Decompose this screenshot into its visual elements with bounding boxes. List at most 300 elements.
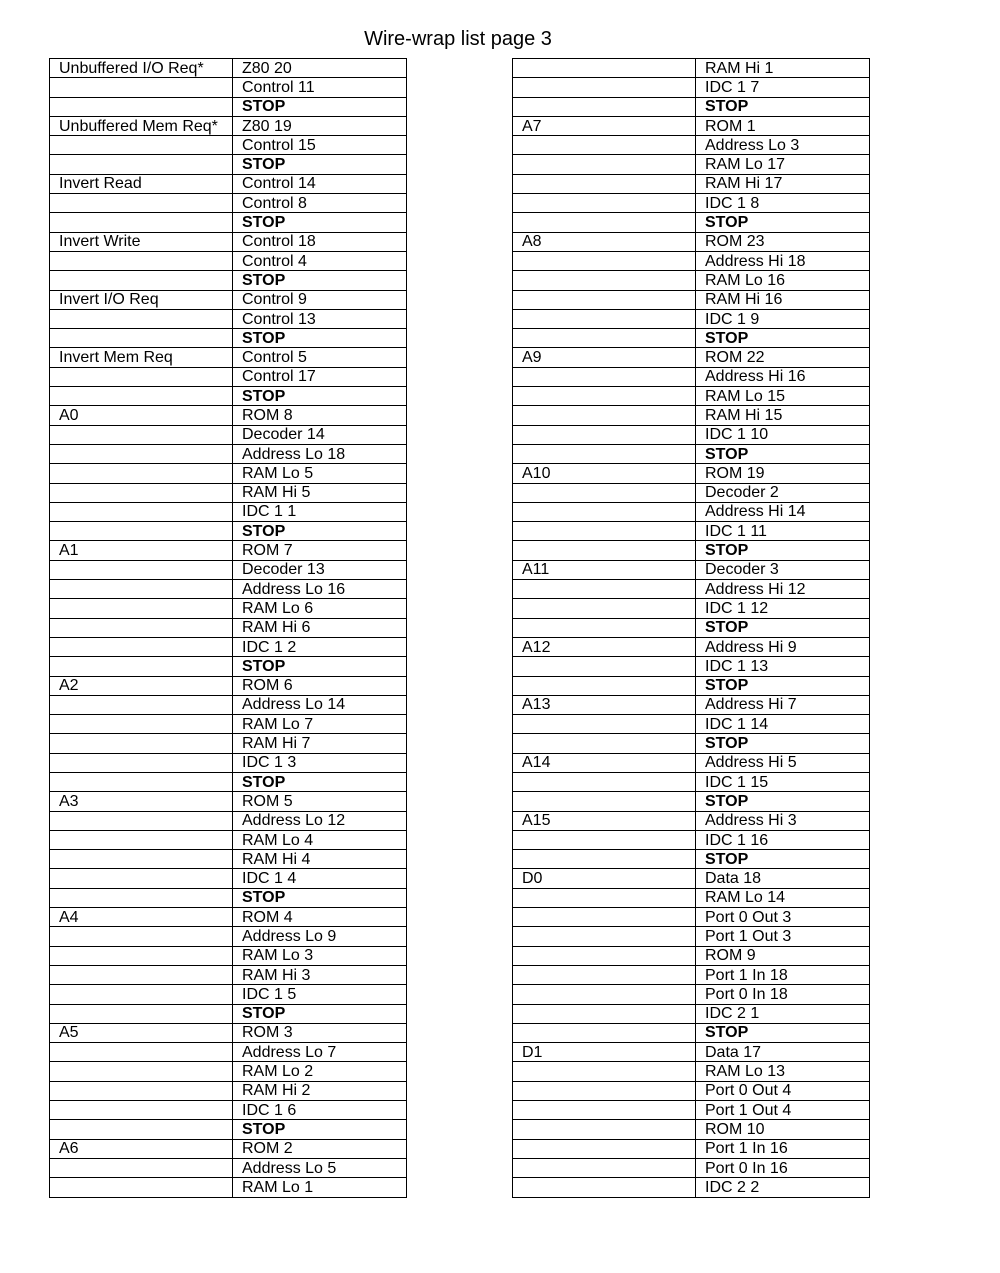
connection-cell: IDC 2 1 (696, 1004, 870, 1023)
signal-cell (513, 1158, 696, 1177)
signal-cell (50, 830, 233, 849)
signal-cell: Invert Read (50, 174, 233, 193)
connection-cell: IDC 1 11 (696, 522, 870, 541)
connection-cell: IDC 1 2 (233, 637, 407, 656)
table-row (513, 1043, 870, 1062)
connection-cell: IDC 1 3 (233, 753, 407, 772)
table-row (50, 1101, 407, 1120)
connection-cell: ROM 1 (696, 116, 870, 135)
signal-cell (513, 1062, 696, 1081)
table-row (50, 309, 407, 328)
connection-cell: IDC 1 1 (233, 502, 407, 521)
connection-cell: RAM Hi 1 (696, 59, 870, 78)
table-row (513, 657, 870, 676)
table-row (50, 888, 407, 907)
connection-cell: IDC 1 4 (233, 869, 407, 888)
signal-cell (50, 464, 233, 483)
signal-cell (50, 927, 233, 946)
table-row (50, 1178, 407, 1197)
signal-cell (513, 599, 696, 618)
connection-cell: STOP (233, 657, 407, 676)
table-row (50, 251, 407, 270)
signal-cell (513, 174, 696, 193)
table-row (50, 348, 407, 367)
table-row (50, 483, 407, 502)
table-row (513, 483, 870, 502)
table-row (50, 367, 407, 386)
connection-cell: RAM Lo 6 (233, 599, 407, 618)
table-row (50, 560, 407, 579)
table-row (513, 965, 870, 984)
connection-cell: IDC 1 6 (233, 1101, 407, 1120)
connection-cell: IDC 1 10 (696, 425, 870, 444)
table-row (513, 78, 870, 97)
connection-cell: Address Lo 14 (233, 695, 407, 714)
connection-cell: IDC 1 12 (696, 599, 870, 618)
connection-cell: RAM Lo 13 (696, 1062, 870, 1081)
table-row (50, 946, 407, 965)
connection-cell: Control 15 (233, 136, 407, 155)
signal-cell (513, 1139, 696, 1158)
connection-cell: STOP (696, 213, 870, 232)
connection-cell: RAM Hi 4 (233, 850, 407, 869)
table-row (513, 1139, 870, 1158)
signal-cell (50, 869, 233, 888)
table-row (50, 657, 407, 676)
connection-cell: Z80 20 (233, 59, 407, 78)
signal-cell (513, 483, 696, 502)
connection-cell: Decoder 13 (233, 560, 407, 579)
connection-cell: ROM 9 (696, 946, 870, 965)
connection-cell: STOP (233, 97, 407, 116)
connection-cell: IDC 1 8 (696, 194, 870, 213)
table-row (513, 1120, 870, 1139)
signal-cell (50, 734, 233, 753)
table-row (513, 155, 870, 174)
table-row (513, 271, 870, 290)
signal-cell (513, 387, 696, 406)
table-row (513, 502, 870, 521)
signal-cell (513, 136, 696, 155)
table-row (513, 425, 870, 444)
connection-cell: RAM Lo 7 (233, 715, 407, 734)
signal-cell: A7 (513, 116, 696, 135)
signal-cell (513, 97, 696, 116)
table-row (50, 1043, 407, 1062)
connection-cell: ROM 22 (696, 348, 870, 367)
signal-cell: A6 (50, 1139, 233, 1158)
table-row (50, 502, 407, 521)
signal-cell (50, 618, 233, 637)
table-row (513, 985, 870, 1004)
signal-cell (513, 522, 696, 541)
signal-cell (513, 946, 696, 965)
signal-cell: A13 (513, 695, 696, 714)
connection-cell: STOP (233, 387, 407, 406)
table-row (50, 985, 407, 1004)
connection-cell: IDC 1 15 (696, 772, 870, 791)
signal-cell (50, 387, 233, 406)
table-row (50, 1120, 407, 1139)
table-row (513, 59, 870, 78)
signal-cell (513, 541, 696, 560)
connection-cell: RAM Lo 14 (696, 888, 870, 907)
signal-cell (513, 888, 696, 907)
connection-cell: ROM 5 (233, 792, 407, 811)
signal-cell (513, 1081, 696, 1100)
signal-cell (513, 1120, 696, 1139)
signal-cell (513, 78, 696, 97)
connection-cell: STOP (696, 850, 870, 869)
signal-cell (50, 522, 233, 541)
table-row (50, 116, 407, 135)
signal-cell (513, 618, 696, 637)
signal-cell (50, 695, 233, 714)
connection-cell: ROM 4 (233, 908, 407, 927)
connection-cell: ROM 19 (696, 464, 870, 483)
table-row (513, 290, 870, 309)
table-row (513, 367, 870, 386)
table-row (50, 965, 407, 984)
connection-cell: Port 1 In 18 (696, 965, 870, 984)
connection-cell: RAM Lo 1 (233, 1178, 407, 1197)
signal-cell (50, 425, 233, 444)
signal-cell (50, 580, 233, 599)
signal-cell (50, 1004, 233, 1023)
signal-cell (513, 406, 696, 425)
connection-cell: STOP (696, 97, 870, 116)
table-row (50, 869, 407, 888)
connection-cell: Address Lo 7 (233, 1043, 407, 1062)
connection-cell: STOP (696, 676, 870, 695)
table-row (513, 194, 870, 213)
signal-cell (513, 271, 696, 290)
connection-cell: Address Hi 12 (696, 580, 870, 599)
signal-cell (513, 715, 696, 734)
table-row (50, 136, 407, 155)
connection-cell: STOP (233, 271, 407, 290)
connection-cell: Address Hi 14 (696, 502, 870, 521)
signal-cell (50, 850, 233, 869)
connection-cell: RAM Hi 5 (233, 483, 407, 502)
signal-cell: A0 (50, 406, 233, 425)
table-row (513, 1004, 870, 1023)
signal-cell: Invert Write (50, 232, 233, 251)
connection-cell: STOP (696, 792, 870, 811)
table-row (50, 908, 407, 927)
table-row (50, 695, 407, 714)
table-row (50, 618, 407, 637)
connection-cell: Address Lo 18 (233, 444, 407, 463)
signal-cell (513, 155, 696, 174)
table-row (50, 174, 407, 193)
signal-cell (50, 271, 233, 290)
signal-cell (513, 59, 696, 78)
table-row (50, 753, 407, 772)
table-row (513, 97, 870, 116)
signal-cell: A8 (513, 232, 696, 251)
connection-cell: STOP (233, 772, 407, 791)
table-row (513, 348, 870, 367)
signal-cell (513, 1178, 696, 1197)
table-row (50, 715, 407, 734)
signal-cell (50, 1081, 233, 1100)
table-row (513, 850, 870, 869)
table-row (513, 387, 870, 406)
table-row (513, 136, 870, 155)
connection-cell: RAM Hi 17 (696, 174, 870, 193)
table-row (513, 753, 870, 772)
table-row (513, 464, 870, 483)
connection-cell: Control 4 (233, 251, 407, 270)
table-row (50, 290, 407, 309)
signal-cell (513, 502, 696, 521)
signal-cell (50, 965, 233, 984)
table-row (50, 927, 407, 946)
connection-cell: RAM Lo 15 (696, 387, 870, 406)
table-row (50, 425, 407, 444)
signal-cell (50, 78, 233, 97)
connection-cell: STOP (233, 888, 407, 907)
table-row (513, 1062, 870, 1081)
table-row (513, 695, 870, 714)
connection-cell: ROM 23 (696, 232, 870, 251)
table-row (513, 888, 870, 907)
connection-cell: Control 5 (233, 348, 407, 367)
signal-cell: A14 (513, 753, 696, 772)
table-row (50, 97, 407, 116)
connection-cell: Port 1 In 16 (696, 1139, 870, 1158)
table-row (513, 1023, 870, 1042)
signal-cell: A11 (513, 560, 696, 579)
connection-cell: Address Lo 5 (233, 1158, 407, 1177)
table-row (50, 676, 407, 695)
table-row (513, 734, 870, 753)
connection-cell: STOP (696, 734, 870, 753)
table-row (50, 271, 407, 290)
signal-cell: Unbuffered Mem Req* (50, 116, 233, 135)
signal-cell: A5 (50, 1023, 233, 1042)
connection-cell: STOP (233, 1004, 407, 1023)
table-row (513, 908, 870, 927)
connection-cell: STOP (696, 1023, 870, 1042)
table-row (50, 406, 407, 425)
table-row (513, 792, 870, 811)
signal-cell (50, 367, 233, 386)
connection-cell: Address Lo 3 (696, 136, 870, 155)
table-row (50, 213, 407, 232)
table-row (50, 464, 407, 483)
table-row (513, 522, 870, 541)
connection-cell: IDC 1 14 (696, 715, 870, 734)
connection-cell: Decoder 2 (696, 483, 870, 502)
table-row (50, 194, 407, 213)
table-row (513, 406, 870, 425)
table-row (513, 309, 870, 328)
connection-cell: RAM Hi 6 (233, 618, 407, 637)
connection-cell: Control 8 (233, 194, 407, 213)
signal-cell (50, 97, 233, 116)
signal-cell (513, 1101, 696, 1120)
table-row (50, 387, 407, 406)
table-row (50, 1023, 407, 1042)
connection-cell: ROM 2 (233, 1139, 407, 1158)
signal-cell (513, 194, 696, 213)
signal-cell (513, 251, 696, 270)
table-row (50, 1081, 407, 1100)
signal-cell (50, 946, 233, 965)
signal-cell (50, 1120, 233, 1139)
connection-cell: Port 0 Out 4 (696, 1081, 870, 1100)
signal-cell: A4 (50, 908, 233, 927)
connection-cell: RAM Lo 16 (696, 271, 870, 290)
signal-cell (50, 251, 233, 270)
table-row (50, 637, 407, 656)
connection-cell: RAM Hi 16 (696, 290, 870, 309)
signal-cell (513, 676, 696, 695)
connection-cell: Control 18 (233, 232, 407, 251)
connection-cell: Address Hi 9 (696, 637, 870, 656)
connection-cell: IDC 1 16 (696, 830, 870, 849)
connection-cell: Control 13 (233, 309, 407, 328)
signal-cell: Invert Mem Req (50, 348, 233, 367)
signal-cell (513, 213, 696, 232)
signal-cell (513, 1023, 696, 1042)
connection-cell: Address Hi 3 (696, 811, 870, 830)
signal-cell (513, 367, 696, 386)
signal-cell: A15 (513, 811, 696, 830)
connection-cell: Address Lo 16 (233, 580, 407, 599)
signal-cell (513, 772, 696, 791)
connection-cell: Address Lo 9 (233, 927, 407, 946)
connection-cell: RAM Hi 15 (696, 406, 870, 425)
table-row (513, 541, 870, 560)
connection-cell: Decoder 14 (233, 425, 407, 444)
signal-cell: A12 (513, 637, 696, 656)
signal-cell (50, 985, 233, 1004)
signal-cell (50, 560, 233, 579)
table-row (50, 78, 407, 97)
signal-cell (50, 888, 233, 907)
connection-cell: Port 1 Out 4 (696, 1101, 870, 1120)
signal-cell (513, 309, 696, 328)
signal-cell (50, 213, 233, 232)
connection-cell: STOP (233, 213, 407, 232)
table-row (513, 444, 870, 463)
table-row (513, 637, 870, 656)
connection-cell: ROM 3 (233, 1023, 407, 1042)
table-row (513, 213, 870, 232)
signal-cell (50, 444, 233, 463)
signal-cell: Unbuffered I/O Req* (50, 59, 233, 78)
table-row (513, 251, 870, 270)
signal-cell: A2 (50, 676, 233, 695)
table-row (513, 1158, 870, 1177)
table-row (50, 792, 407, 811)
connection-cell: Decoder 3 (696, 560, 870, 579)
table-row (513, 116, 870, 135)
signal-cell (50, 753, 233, 772)
connection-cell: Port 0 In 16 (696, 1158, 870, 1177)
table-row (50, 1004, 407, 1023)
connection-cell: IDC 1 5 (233, 985, 407, 1004)
table-row (50, 1158, 407, 1177)
table-row (50, 811, 407, 830)
connection-cell: IDC 2 2 (696, 1178, 870, 1197)
connection-cell: Address Hi 5 (696, 753, 870, 772)
signal-cell (513, 830, 696, 849)
signal-cell (50, 309, 233, 328)
connection-cell: Control 14 (233, 174, 407, 193)
signal-cell (513, 965, 696, 984)
connection-cell: STOP (696, 444, 870, 463)
connection-cell: STOP (233, 522, 407, 541)
connection-cell: RAM Lo 3 (233, 946, 407, 965)
table-row (50, 734, 407, 753)
connection-cell: Port 1 Out 3 (696, 927, 870, 946)
connection-cell: STOP (696, 329, 870, 348)
connection-cell: Address Hi 18 (696, 251, 870, 270)
table-row (513, 174, 870, 193)
connection-cell: IDC 1 13 (696, 657, 870, 676)
signal-cell (50, 811, 233, 830)
table-row (50, 1139, 407, 1158)
table-row (513, 1178, 870, 1197)
table-row (513, 618, 870, 637)
signal-cell: A3 (50, 792, 233, 811)
table-row (50, 599, 407, 618)
signal-cell (50, 772, 233, 791)
table-row (50, 830, 407, 849)
signal-cell (513, 927, 696, 946)
table-row (513, 232, 870, 251)
signal-cell: D1 (513, 1043, 696, 1062)
connection-cell: Z80 19 (233, 116, 407, 135)
connection-cell: STOP (233, 1120, 407, 1139)
signal-cell (50, 502, 233, 521)
connection-cell: STOP (233, 155, 407, 174)
signal-cell (50, 715, 233, 734)
table-row (513, 811, 870, 830)
table-row (50, 580, 407, 599)
table-row (513, 580, 870, 599)
connection-cell: Control 9 (233, 290, 407, 309)
signal-cell: A9 (513, 348, 696, 367)
signal-cell (50, 657, 233, 676)
connection-cell: STOP (696, 541, 870, 560)
connection-cell: STOP (696, 618, 870, 637)
connection-cell: Port 0 In 18 (696, 985, 870, 1004)
table-row (50, 59, 407, 78)
signal-cell (50, 1043, 233, 1062)
signal-cell (50, 599, 233, 618)
signal-cell (50, 136, 233, 155)
table-row (513, 830, 870, 849)
connection-cell: IDC 1 7 (696, 78, 870, 97)
connection-cell: ROM 7 (233, 541, 407, 560)
signal-cell (513, 908, 696, 927)
table-row (50, 329, 407, 348)
connection-cell: Address Hi 16 (696, 367, 870, 386)
signal-cell (513, 329, 696, 348)
signal-cell (50, 483, 233, 502)
connection-cell: Control 17 (233, 367, 407, 386)
signal-cell (513, 444, 696, 463)
signal-cell (50, 329, 233, 348)
table-row (513, 946, 870, 965)
connection-cell: Control 11 (233, 78, 407, 97)
connection-cell: RAM Hi 2 (233, 1081, 407, 1100)
